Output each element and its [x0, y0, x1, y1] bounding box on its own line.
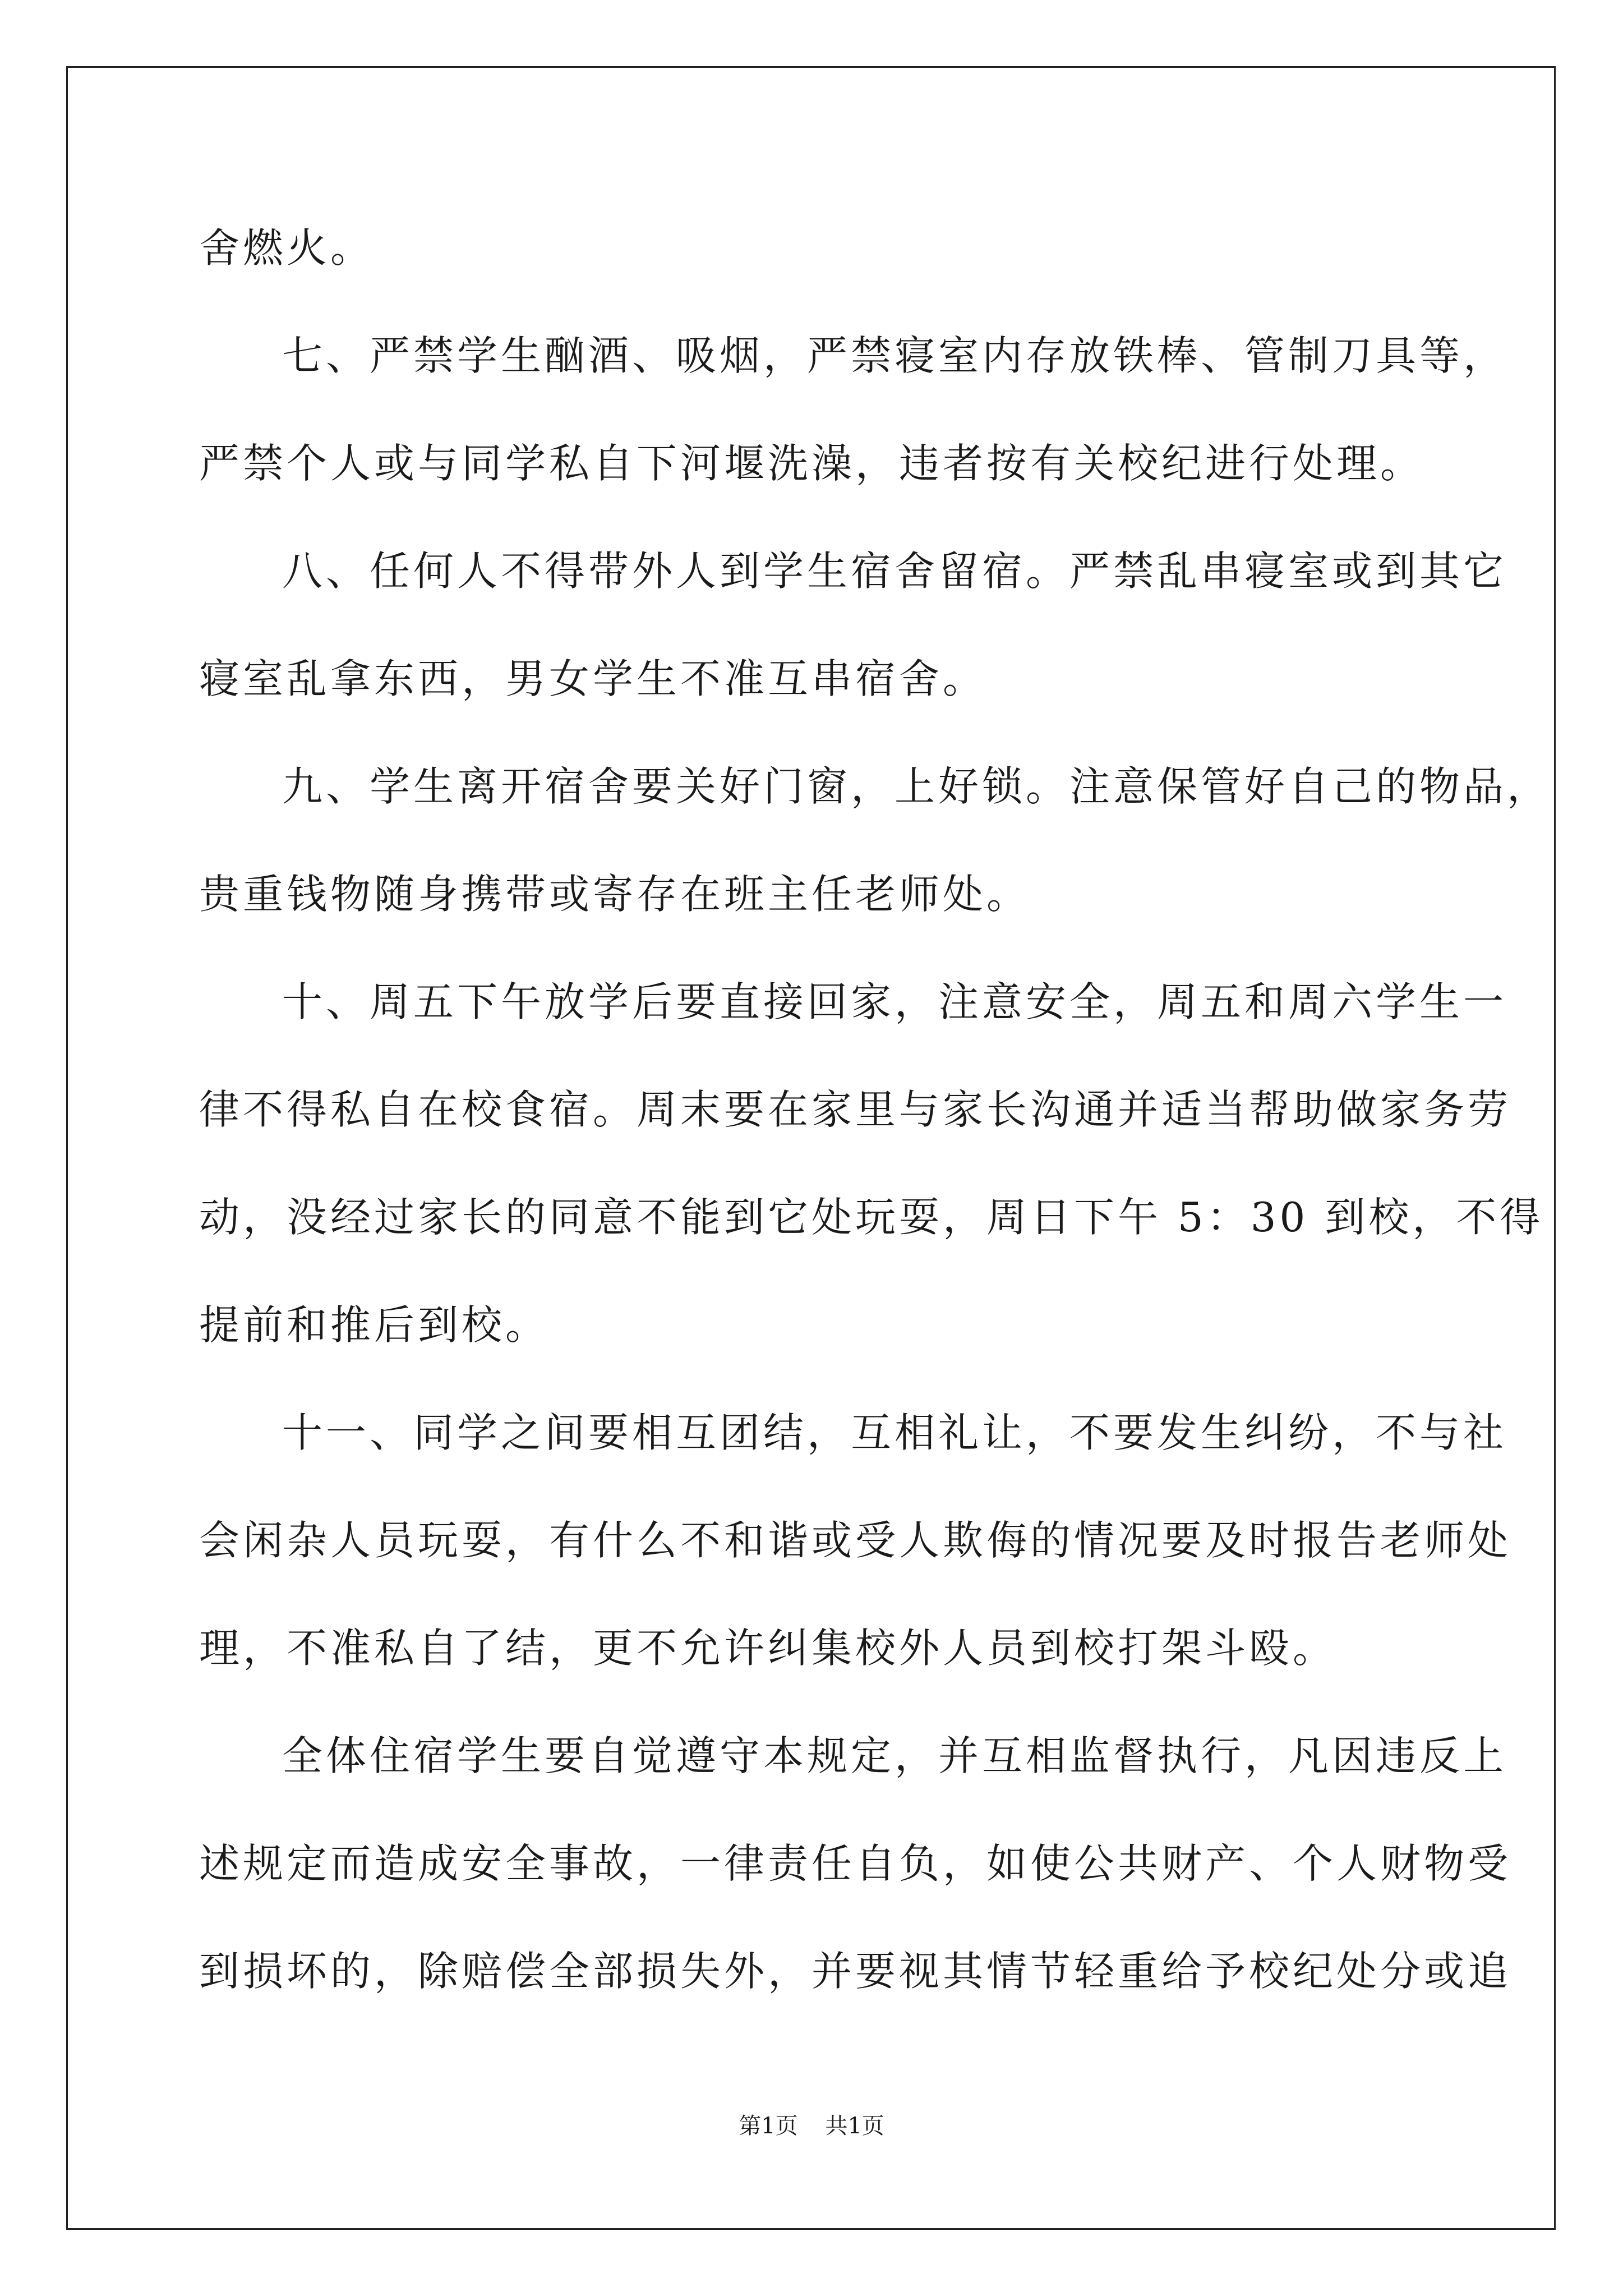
page-footer	[0, 2112, 1623, 2140]
text-line-7: 贵重钱物随身携带或寄存在班主任老师处。	[199, 871, 1031, 918]
text-line-9: 律不得私自在校食宿。周末要在家里与家长沟通并适当帮助做家务劳	[199, 1086, 1512, 1133]
text-line-12: 十一、同学之间要相互团结，互相礼让，不要发生纠纷，不与社	[282, 1409, 1507, 1456]
page-border	[66, 66, 1556, 2230]
text-line-16: 述规定而造成安全事故，一律责任自负，如使公共财产、个人财物受	[199, 1840, 1512, 1887]
text-line-5: 寝室乱拿东西，男女学生不准互串宿舍。	[199, 655, 987, 702]
text-line-15: 全体住宿学生要自觉遵守本规定，并互相监督执行，凡因违反上	[282, 1732, 1507, 1779]
text-line-2: 七、严禁学生酗酒、吸烟，严禁寝室内存放铁棒、管制刀具等，	[282, 332, 1507, 379]
page-total: 共1页	[825, 2113, 884, 2139]
text-line-17: 到损坏的，除赔偿全部损失外，并要视其情节轻重给予校纪处分或追	[199, 1948, 1512, 1995]
text-line-13: 会闲杂人员玩耍，有什么不和谐或受人欺侮的情况要及时报告老师处	[199, 1517, 1512, 1564]
text-line-1: 舍燃火。	[199, 224, 375, 272]
page-number: 第1页	[739, 2113, 798, 2139]
text-line-11: 提前和推后到校。	[199, 1301, 550, 1349]
text-line-3: 严禁个人或与同学私自下河堰洗澡，违者按有关校纪进行处理。	[199, 440, 1424, 487]
text-line-6: 九、学生离开宿舍要关好门窗，上好锁。注意保管好自己的物品，	[282, 763, 1551, 810]
text-line-8: 十、周五下午放学后要直接回家，注意安全，周五和周六学生一	[282, 978, 1507, 1025]
text-line-10: 动，没经过家长的同意不能到它处玩耍，周日下午 5：30 到校，不得	[199, 1194, 1544, 1241]
text-line-14: 理，不准私自了结，更不允许纠集校外人员到校打架斗殴。	[199, 1625, 1337, 1672]
text-line-4: 八、任何人不得带外人到学生宿舍留宿。严禁乱串寝室或到其它	[282, 547, 1507, 595]
